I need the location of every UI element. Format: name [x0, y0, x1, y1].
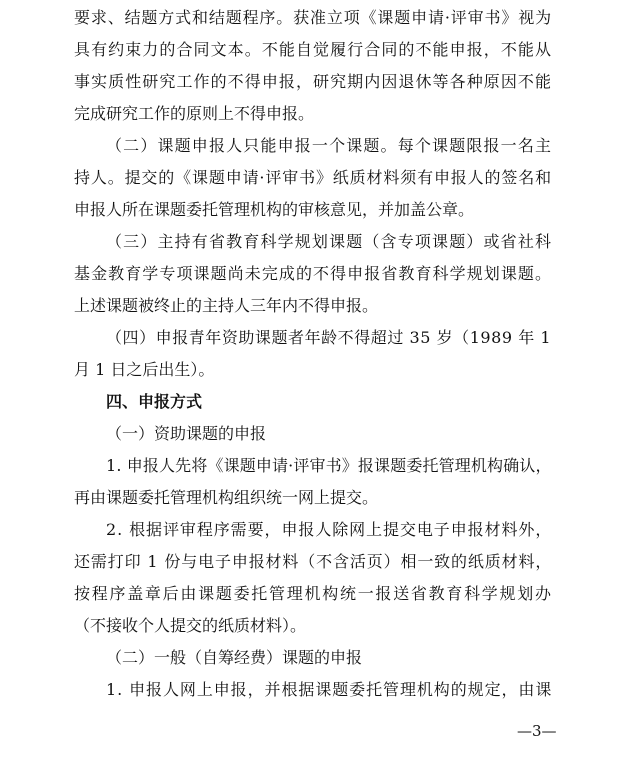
text-line: （四）申报青年资助课题者年龄不得超过 35 岁（1989 年 1	[106, 328, 552, 347]
text-line: 要求、结题方式和结题程序。获准立项《课题申请·评审书》视为	[74, 8, 552, 27]
text-line: 持人。提交的《课题申请·评审书》纸质材料须有申报人的签名和	[74, 168, 552, 187]
text-line: 基金教育学专项课题尚未完成的不得申报省教育科学规划课题。	[74, 264, 553, 283]
text-line: 1. 申报人先将《课题申请·评审书》报课题委托管理机构确认，	[106, 456, 552, 475]
text-line: （三）主持有省教育科学规划课题（含专项课题）或省社科	[106, 232, 553, 251]
text-line: （二）课题申报人只能申报一个课题。每个课题限报一名主	[106, 136, 553, 155]
section-heading: 四、申报方式	[106, 392, 203, 411]
text-line: 月 1 日之后出生）。	[74, 360, 215, 379]
text-line: 上述课题被终止的主持人三年内不得申报。	[74, 296, 379, 315]
text-line: 完成研究工作的原则上不得申报。	[74, 104, 315, 123]
text-line: 1. 申报人网上申报，并根据课题委托管理机构的规定，由课	[106, 680, 553, 699]
subsection-heading: （二）一般（自筹经费）课题的申报	[106, 648, 363, 667]
page-number: —3—	[517, 722, 557, 740]
text-line: 2. 根据评审程序需要，申报人除网上提交电子申报材料外，	[106, 520, 553, 539]
text-line: 再由课题委托管理机构组织统一网上提交。	[74, 488, 379, 507]
text-line: （不接收个人提交的纸质材料）。	[74, 616, 307, 635]
text-line: 申报人所在课题委托管理机构的审核意见，并加盖公章。	[74, 200, 475, 219]
text-line: 事实质性研究工作的不得申报，研究期内因退休等各种原因不能	[74, 72, 553, 91]
text-line: 还需打印 1 份与电子申报材料（不含活页）相一致的纸质材料，	[74, 552, 553, 571]
text-line: 按程序盖章后由课题委托管理机构统一报送省教育科学规划办	[74, 584, 553, 603]
text-line: 具有约束力的合同文本。不能自觉履行合同的不能申报，不能从	[74, 40, 553, 59]
subsection-heading: （一）资助课题的申报	[106, 424, 267, 443]
